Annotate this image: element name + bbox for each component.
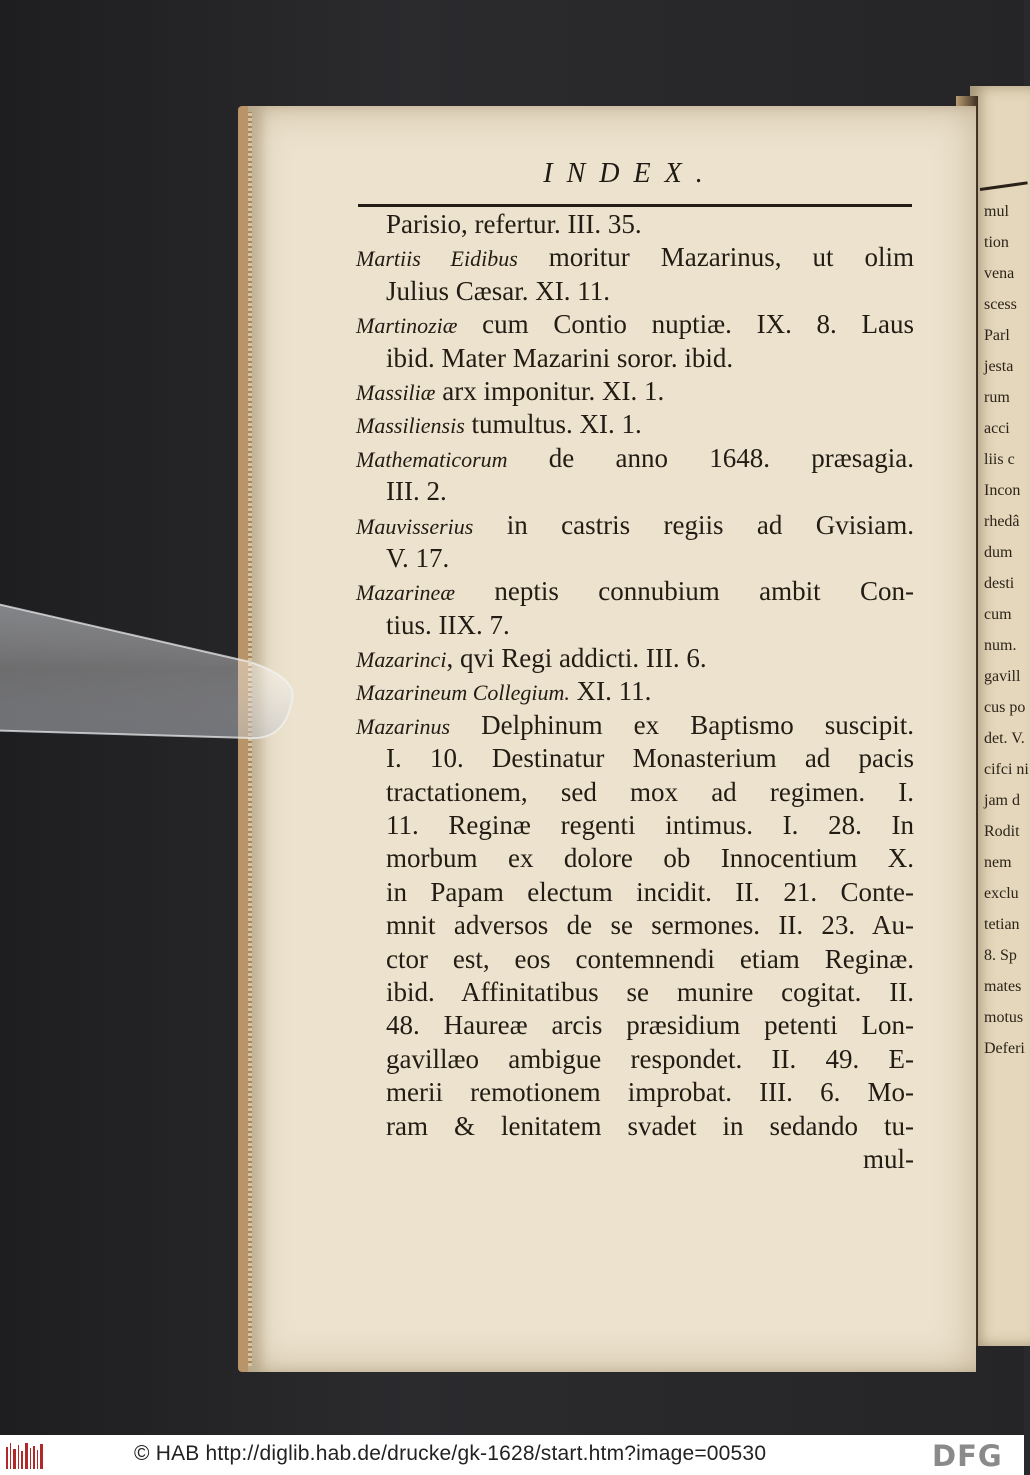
page-holder-spatula [0,600,300,740]
index-keyword: Mazarineæ [356,580,455,606]
index-keyword: Massiliæ [356,379,436,405]
facing-page-fragment: num. [984,637,1017,654]
index-entry-text: moritur Mazarinus, ut olim [517,242,915,273]
facing-page-text [984,196,1029,1064]
facing-page-fragment: Rodit [984,823,1020,840]
index-line [356,1143,914,1176]
index-line [356,208,914,241]
index-keyword: Mauvisserius [356,513,474,539]
index-line [356,375,914,408]
index-keyword: Mathematicorum [356,446,508,472]
index-entry-text: 48. Haureæ arcis præsidium petenti Lon- [386,1010,914,1041]
facing-page-fragment: acci [984,420,1010,437]
index-keyword: Martinoziæ [356,313,458,339]
index-entry-text: ram & lenitatem svadet in sedando tu- [386,1110,914,1141]
footer-copyright-url: © HAB http://diglib.hab.de/drucke/gk-1628/start.htm?image=00530 [134,1442,767,1465]
index-entry-text: ctor est, eos contemnendi etiam Reginæ. [386,943,914,974]
index-line [356,642,914,675]
index-entry-text: de anno 1648. præsagia. [507,442,914,473]
index-line [356,1009,914,1042]
facing-page-fragment: tetian [984,916,1020,933]
facing-page-fragment: det. V. [984,730,1025,747]
index-keyword: Mazarineum Collegium. [356,680,570,706]
facing-page-fragment: exclu [984,885,1019,902]
facing-page-fragment: jam d [984,792,1020,809]
facing-page-fragment: nem [984,854,1012,871]
facing-page-fragment: motus [984,1009,1024,1026]
index-line [356,442,914,475]
facing-page-fragment: liis c [984,451,1015,468]
index-line [356,809,914,842]
index-entry-text: tius. IIX. 7. [386,609,510,640]
facing-page-fragment: mul [984,203,1009,220]
footer-bar [0,1435,1024,1475]
facing-page-fragment: rum [984,389,1010,406]
index-line [356,509,914,542]
facing-page-fragment: cus po [984,699,1026,716]
index-line [356,575,914,608]
index-entry-text: , qvi Regi addicti. III. 6. [446,643,707,674]
facing-page-fragment: gavill [984,668,1021,685]
index-line [356,1110,914,1143]
index-entry-text: neptis connubium ambit Con- [455,576,914,607]
index-line [356,876,914,909]
index-line [356,943,914,976]
index-entry-text: in castris regiis ad Gvisiam. [473,509,914,540]
index-entry-text: arx imponitur. XI. 1. [435,375,665,406]
index-entry-text: I. 10. Destinatur Monasterium ad pacis [386,743,914,774]
index-keyword: Martiis Eidibus [356,246,518,272]
facing-page-fragment: Incon [984,482,1021,499]
facing-page-fragment: vena [984,265,1015,282]
facing-page-fragment: Parl [984,327,1010,344]
index-entry-text: Julius Cæsar. XI. 11. [386,275,611,306]
index-entry-text: tractationem, sed mox ad regimen. I. [386,776,914,807]
index-entry-text: gavillæo ambigue respondet. II. 49. E- [386,1043,914,1074]
facing-page-fragment: dum [984,544,1013,561]
facing-page-fragment: Deferi [984,1040,1025,1057]
index-entry-text: XI. 11. [569,676,652,707]
index-text [356,208,914,1176]
index-entry-text: Parisio, refertur. III. 35. [386,209,642,239]
index-line [356,308,914,341]
index-line [356,342,914,375]
page-header: INDEX. [543,158,717,189]
index-entry-text: in Papam electum incidit. II. 21. Conte- [386,876,914,907]
index-line [356,241,914,274]
index-entry-text: 11. Reginæ regenti intimus. I. 28. In [386,810,914,841]
index-entry-text: merii remotionem improbat. III. 6. Mo- [386,1077,914,1108]
index-keyword: Mazarinci [356,647,447,673]
index-entry-text: III. 2. [386,476,447,507]
index-entry-text: mul- [863,1143,914,1174]
facing-page-fragment: tion [984,234,1009,251]
index-line [356,776,914,809]
facing-page-fragment: jesta [984,358,1014,375]
header-rule [358,204,912,207]
index-entry-text: V. 17. [386,542,450,573]
facing-page-fragment: rhedâ [984,513,1020,530]
index-line [356,675,914,708]
index-line [356,1043,914,1076]
facing-page-fragment: cifci ni [984,761,1029,778]
index-keyword: Mazarinus [356,713,451,739]
index-line [356,909,914,942]
index-line [356,609,914,642]
index-line [356,842,914,875]
index-line [356,709,914,742]
index-keyword: Massiliensis [356,413,465,439]
barcode-icon [6,1443,46,1469]
index-line [356,275,914,308]
facing-page-fragment: mates [984,978,1022,995]
index-entry-text: ibid. Affinitatibus se munire cogitat. II. [386,976,914,1007]
facing-page-fragment: cum [984,606,1012,623]
index-line [356,542,914,575]
index-entry-text: mnit adversos de se sermones. II. 23. Au- [386,910,914,941]
index-line [356,475,914,508]
facing-page-fragment: scess [984,296,1017,313]
index-line [356,408,914,441]
index-entry-text: morbum ex dolore ob Innocentium X. [386,843,914,874]
index-line [356,1076,914,1109]
index-entry-text: tumultus. XI. 1. [464,409,642,440]
index-entry-text: ibid. Mater Mazarini soror. ibid. [386,342,734,373]
index-line [356,976,914,1009]
index-entry-text: Delphinum ex Baptismo suscipit. [450,709,914,740]
index-line [356,742,914,775]
facing-page-fragment: desti [984,575,1015,592]
dfg-logo: DFG [932,1439,1003,1473]
index-entry-text: cum Contio nuptiæ. IX. 8. Laus [457,309,914,340]
facing-page-fragment: 8. Sp [984,947,1017,964]
